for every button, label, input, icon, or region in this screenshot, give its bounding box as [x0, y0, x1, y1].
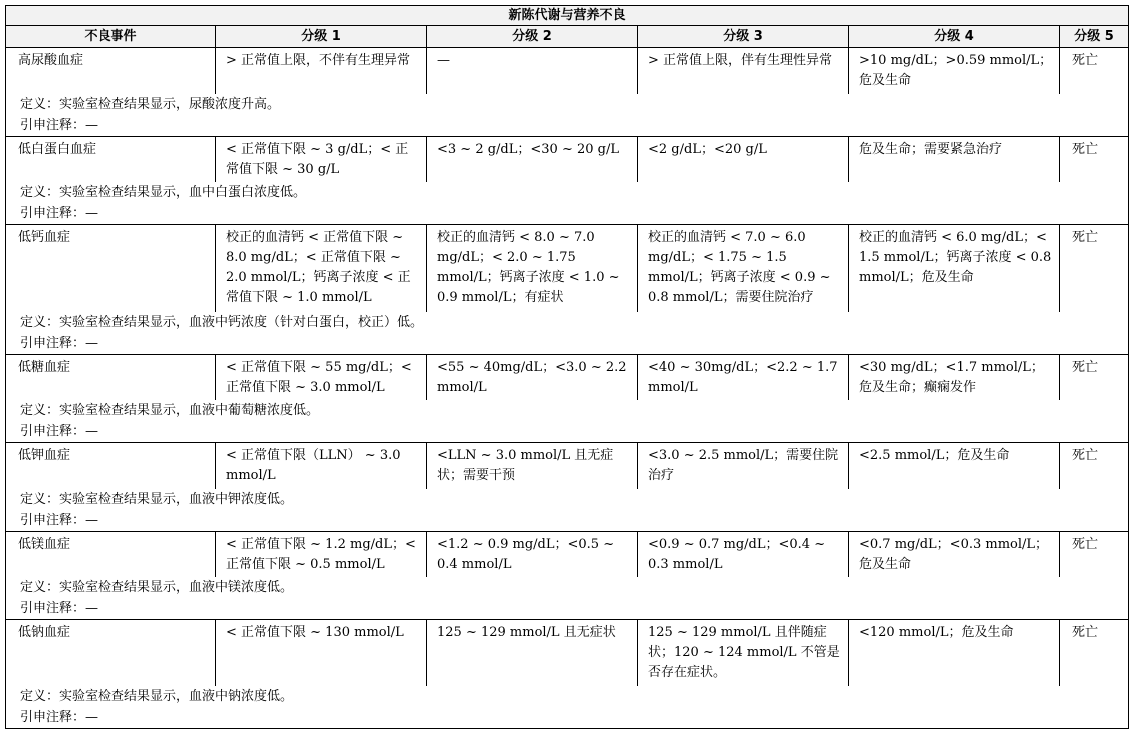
reference-row — [6, 707, 1129, 729]
header-grade-3: 分级 3 — [638, 26, 849, 48]
event-row — [6, 48, 1129, 94]
definition-row — [6, 312, 1129, 333]
reference-text: — — [85, 335, 99, 351]
grade-3-cell: 125 ~ 129 mmol/L 且伴随症状；120 ~ 124 mmol/L 不管是否存在症状。 — [638, 620, 849, 686]
definition-label: 定义： — [20, 491, 60, 507]
grade-1-cell: < 正常值下限 ~ 55 mg/dL；< 正常值下限 ~ 3.0 mmol/L — [216, 354, 427, 400]
grade-3-cell: <40 ~ 30mg/dL；<2.2 ~ 1.7 mmol/L — [638, 354, 849, 400]
grade-2-cell: 125 ~ 129 mmol/L 且无症状 — [427, 620, 638, 686]
reference-text: — — [85, 424, 99, 439]
event-name: 低镁血症 — [6, 531, 216, 577]
event-row — [6, 354, 1129, 400]
reference-text: — — [85, 709, 99, 725]
event-row — [6, 136, 1129, 182]
grade-5-cell: 死亡 — [1060, 354, 1129, 400]
reference-text: — — [85, 206, 99, 221]
header-grade-1: 分级 1 — [216, 26, 427, 48]
grade-4-cell: <120 mmol/L；危及生命 — [849, 620, 1060, 686]
definition-row — [6, 94, 1129, 115]
grade-1-cell: > 正常值上限，不伴有生理异常 — [216, 48, 427, 94]
event-name: 低钠血症 — [6, 620, 216, 686]
grade-5-cell: 死亡 — [1060, 620, 1129, 686]
definition-label: 定义： — [20, 185, 60, 200]
reference-row — [6, 333, 1129, 355]
grade-3-cell: <0.9 ~ 0.7 mg/dL；<0.4 ~ 0.3 mmol/L — [638, 531, 849, 577]
reference-label: 引申注释： — [20, 709, 86, 725]
adverse-event-table-wrapper — [5, 5, 1128, 729]
event-row — [6, 531, 1129, 577]
grade-4-cell: <0.7 mg/dL；<0.3 mmol/L；危及生命 — [849, 531, 1060, 577]
reference-row — [6, 510, 1129, 532]
definition-label: 定义： — [20, 96, 60, 112]
grade-1-cell: < 正常值下限 ~ 1.2 mg/dL；< 正常值下限 ~ 0.5 mmol/L — [216, 531, 427, 577]
reference-label: 引申注释： — [20, 601, 86, 616]
event-name: 低钾血症 — [6, 443, 216, 489]
grade-1-cell: 校正的血清钙 < 正常值下限 ~ 8.0 mg/dL；< 正常值下限 ~ 2.0 mmol/L；钙离子浓度 < 正常值下限 ~ 1.0 mmol/L — [216, 225, 427, 312]
grade-4-cell: <2.5 mmol/L；危及生命 — [849, 443, 1060, 489]
event-name: 低糖血症 — [6, 354, 216, 400]
reference-text: — — [85, 601, 99, 616]
grade-1-cell: < 正常值下限 ~ 130 mmol/L — [216, 620, 427, 686]
grade-4-cell: <30 mg/dL；<1.7 mmol/L；危及生命；癫痫发作 — [849, 354, 1060, 400]
event-row — [6, 225, 1129, 312]
definition-text: 实验室检查结果显示，血液中镁浓度低。 — [59, 580, 294, 595]
table-header-row — [6, 26, 1129, 48]
definition-text: 实验室检查结果显示，血液中钠浓度低。 — [59, 688, 294, 704]
definition-label: 定义： — [20, 314, 60, 330]
grade-2-cell: <3 ~ 2 g/dL；<30 ~ 20 g/L — [427, 136, 638, 182]
reference-row — [6, 203, 1129, 225]
reference-label: 引申注释： — [20, 512, 86, 528]
grade-1-cell: < 正常值下限（LLN） ~ 3.0 mmol/L — [216, 443, 427, 489]
reference-label: 引申注释： — [20, 335, 86, 351]
definition-text: 实验室检查结果显示，尿酸浓度升高。 — [59, 96, 281, 112]
reference-row — [6, 115, 1129, 137]
table-title-row — [6, 6, 1129, 26]
event-name: 低钙血症 — [6, 225, 216, 312]
grade-2-cell: <55 ~ 40mg/dL；<3.0 ~ 2.2 mmol/L — [427, 354, 638, 400]
grade-1-cell: < 正常值下限 ~ 3 g/dL；< 正常值下限 ~ 30 g/L — [216, 136, 427, 182]
definition-text: 实验室检查结果显示，血液中钾浓度低。 — [59, 491, 294, 507]
reference-label: 引申注释： — [20, 206, 86, 221]
definition-label: 定义： — [20, 403, 60, 418]
grade-5-cell: 死亡 — [1060, 48, 1129, 94]
reference-label: 引申注释： — [20, 117, 86, 133]
event-row — [6, 620, 1129, 686]
definition-label: 定义： — [20, 688, 60, 704]
definition-row — [6, 182, 1129, 203]
adverse-event-table — [5, 5, 1129, 729]
grade-4-cell: >10 mg/dL；>0.59 mmol/L；危及生命 — [849, 48, 1060, 94]
grade-3-cell: > 正常值上限，伴有生理性异常 — [638, 48, 849, 94]
grade-2-cell: <1.2 ~ 0.9 mg/dL；<0.5 ~ 0.4 mmol/L — [427, 531, 638, 577]
grade-5-cell: 死亡 — [1060, 443, 1129, 489]
header-grade-5: 分级 5 — [1060, 26, 1129, 48]
reference-label: 引申注释： — [20, 424, 86, 439]
table-title: 新陈代谢与营养不良 — [6, 6, 1129, 26]
event-name: 低白蛋白血症 — [6, 136, 216, 182]
definition-row — [6, 577, 1129, 598]
grade-4-cell: 校正的血清钙 < 6.0 mg/dL；< 1.5 mmol/L；钙离子浓度 < 0.8 mmol/L；危及生命 — [849, 225, 1060, 312]
grade-2-cell: — — [427, 48, 638, 94]
definition-row — [6, 686, 1129, 707]
grade-2-cell: 校正的血清钙 < 8.0 ~ 7.0 mg/dL；< 2.0 ~ 1.75 mmol/L；钙离子浓度 < 1.0 ~ 0.9 mmol/L；有症状 — [427, 225, 638, 312]
reference-text: — — [85, 512, 99, 528]
grade-4-cell: 危及生命；需要紧急治疗 — [849, 136, 1060, 182]
definition-text: 实验室检查结果显示，血液中钙浓度（针对白蛋白，校正）低。 — [59, 314, 424, 330]
event-name: 高尿酸血症 — [6, 48, 216, 94]
event-row — [6, 443, 1129, 489]
definition-text: 实验室检查结果显示，血液中葡萄糖浓度低。 — [59, 403, 320, 418]
reference-row — [6, 598, 1129, 620]
reference-text: — — [85, 117, 99, 133]
grade-3-cell: 校正的血清钙 < 7.0 ~ 6.0 mg/dL；< 1.75 ~ 1.5 mmol/L；钙离子浓度 < 0.9 ~ 0.8 mmol/L；需要住院治疗 — [638, 225, 849, 312]
definition-label: 定义： — [20, 580, 60, 595]
grade-2-cell: <LLN ~ 3.0 mmol/L 且无症状；需要干预 — [427, 443, 638, 489]
header-event: 不良事件 — [6, 26, 216, 48]
grade-5-cell: 死亡 — [1060, 531, 1129, 577]
header-grade-2: 分级 2 — [427, 26, 638, 48]
grade-3-cell: <2 g/dL；<20 g/L — [638, 136, 849, 182]
definition-text: 实验室检查结果显示，血中白蛋白浓度低。 — [59, 185, 307, 200]
reference-row — [6, 421, 1129, 443]
grade-5-cell: 死亡 — [1060, 225, 1129, 312]
definition-row — [6, 489, 1129, 510]
grade-3-cell: <3.0 ~ 2.5 mmol/L；需要住院治疗 — [638, 443, 849, 489]
header-grade-4: 分级 4 — [849, 26, 1060, 48]
grade-5-cell: 死亡 — [1060, 136, 1129, 182]
definition-row — [6, 400, 1129, 421]
